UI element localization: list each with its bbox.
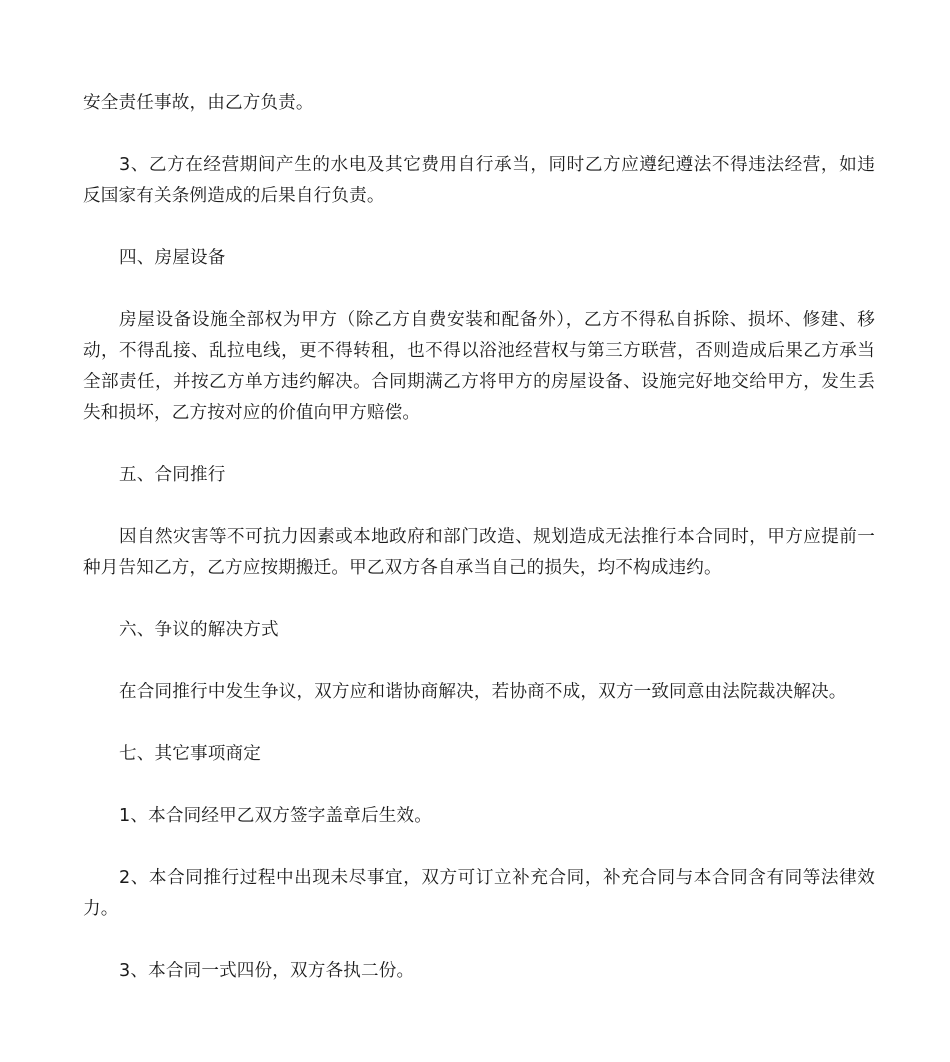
paragraph-clause-2-supplement: 2、本合同推行过程中出现未尽事宜，双方可订立补充合同，补充合同与本合同含有同等法律效力。 [83,868,875,919]
paragraph-safety-liability: 安全责任事故，由乙方负责。 [83,93,314,113]
section-heading-dispute-resolution: 六、争议的解决方式 [119,620,279,640]
section-heading-equipment: 四、房屋设备 [119,248,226,268]
section-heading-other-matters: 七、其它事项商定 [119,744,261,764]
paragraph-clause-3-expenses: 3、乙方在经营期间产生的水电及其它费用自行承当，同时乙方应遵纪遵法不得违法经营，如违反国家有关条例造成的后果自行负责。 [83,155,875,206]
section-heading-contract-performance: 五、合同推行 [119,465,226,485]
document-page [83,88,875,987]
paragraph-clause-3-copies: 3、本合同一式四份，双方各执二份。 [119,961,415,981]
paragraph-clause-1-effective: 1、本合同经甲乙双方签字盖章后生效。 [119,806,432,826]
paragraph-dispute-resolution: 在合同推行中发生争议，双方应和谐协商解决，若协商不成，双方一致同意由法院裁决解决。 [119,682,847,702]
paragraph-force-majeure: 因自然灾害等不可抗力因素或本地政府和部门改造、规划造成无法推行本合同时，甲方应提前一种月告知乙方，乙方应按期搬迁。甲乙双方各自承当自己的损失，均不构成违约。 [83,527,875,578]
paragraph-equipment-ownership: 房屋设备设施全部权为甲方（除乙方自费安装和配备外），乙方不得私自拆除、损坏、修建、移动，不得乱接、乱拉电线，更不得转租，也不得以浴池经营权与第三方联营，否则造成后果乙方承当全部责任，并按乙方单方违约解决。合同期满乙方将甲方的房屋设备、设施完好地交给甲方，发生丢失和损坏，乙方按对应的价值向甲方赔偿。 [83,310,875,423]
